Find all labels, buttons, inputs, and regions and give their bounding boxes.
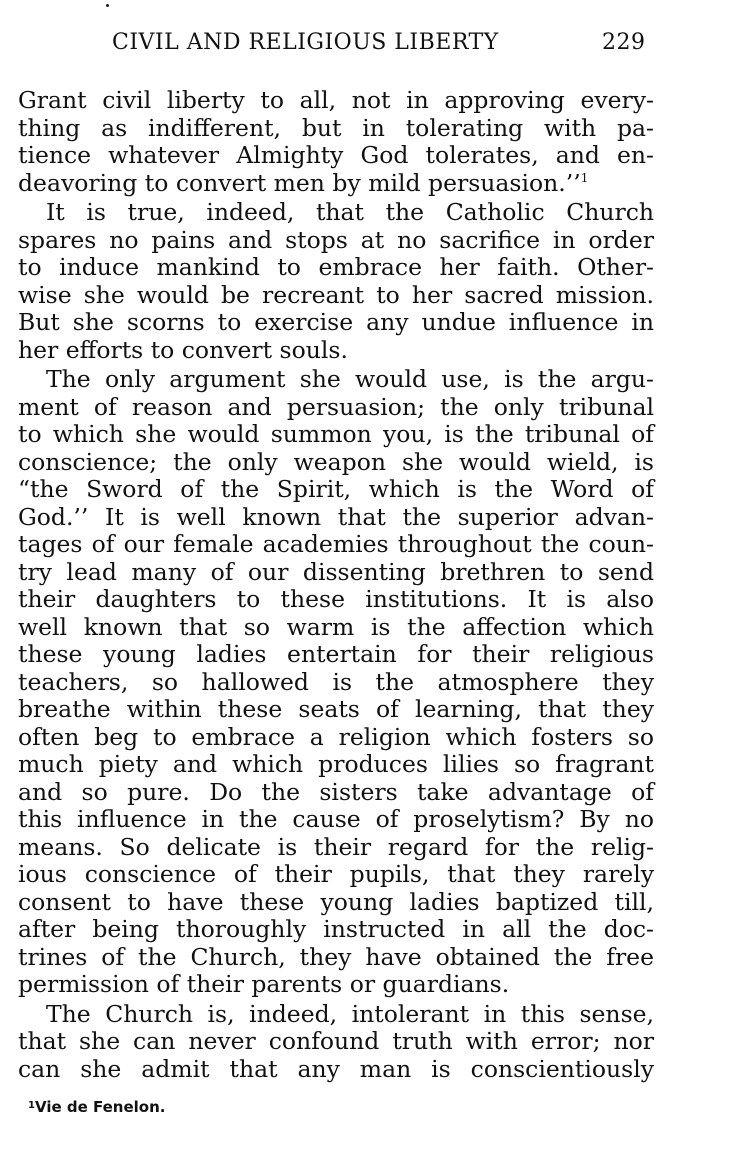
text-line: and so pure. Do the sisters take advantage of: [18, 777, 654, 806]
text-line: often beg to embrace a religion which fosters so: [18, 722, 654, 751]
paragraph-first-line: It is true, indeed, that the Catholic Church: [46, 198, 654, 226]
text-line: thing as indifferent, but in tolerating with pa-: [18, 113, 654, 142]
text-line: after being thoroughly instructed in all the doc-: [18, 915, 654, 943]
footnote-text: Vie de Fenelon.: [34, 1098, 166, 1116]
text-line: trines of the Church, they have obtained the free: [18, 942, 654, 971]
text-line: consent to have these young ladies baptized till,: [18, 887, 654, 916]
page-header: [0, 30, 732, 58]
paragraph-first-line: The Church is, indeed, intolerant in this sense,: [46, 999, 654, 1028]
text-line: conscience; the only weapon she would wield, is: [18, 447, 654, 476]
paragraph-first-line: The only argument she would use, is the argu-: [46, 365, 654, 393]
text-line: that she can never confound truth with error; nor: [18, 1027, 654, 1055]
running-title: CIVIL AND RELIGIOUS LIBERTY: [112, 30, 499, 55]
text-line: these young ladies entertain for their religious: [18, 640, 654, 668]
text-line: tages of our female academies throughout the coun-: [18, 530, 654, 558]
text-line: ment of reason and persuasion; the only tribunal: [18, 392, 654, 421]
text-line: [18, 170, 654, 198]
text-line: “the Sword of the Spirit, which is the Word of: [18, 475, 654, 503]
text-line: teachers, so hallowed is the atmosphere they: [18, 667, 654, 696]
text-line: But she scorns to exercise any undue influence in: [18, 308, 654, 336]
ink-speck: [106, 4, 109, 7]
text-line: wise she would be recreant to her sacred mission.: [18, 280, 654, 309]
text-line: her efforts to convert souls.: [18, 335, 348, 364]
text-line: their daughters to these institutions. It is also: [18, 585, 654, 613]
text-line: ious conscience of their pupils, that they rarely: [18, 860, 654, 888]
text-line: God.’’ It is well known that the superior advan-: [18, 502, 654, 531]
text-line: spares no pains and stops at no sacrifice in order: [18, 225, 654, 254]
footnote: [28, 1098, 165, 1116]
footnote-reference: 1: [580, 170, 589, 185]
text-line: permission of their parents or guardians.: [18, 970, 510, 998]
text-line: means. So delicate is their regard for the relig-: [18, 832, 654, 861]
page-number: 229: [602, 30, 646, 55]
text-line: much piety and which produces lilies so fragrant: [18, 750, 654, 778]
text-line: this influence in the cause of proselytism? By no: [18, 805, 654, 833]
text-line: to induce mankind to embrace her faith. Other-: [18, 253, 654, 281]
footnote-marker: 1: [28, 1100, 35, 1111]
text-line: Grant civil liberty to all, not in approving every-: [18, 86, 654, 114]
body-text: [18, 87, 654, 1083]
text-line: well known that so warm is the affection which: [18, 612, 654, 641]
text-line: try lead many of our dissenting brethren to send: [18, 557, 654, 586]
text-line: breathe within these seats of learning, that they: [18, 695, 654, 723]
text-line-content: deavoring to convert men by mild persuasion.’’: [18, 168, 581, 197]
text-line: can she admit that any man is conscientiously: [18, 1054, 654, 1083]
text-line: tience whatever Almighty God tolerates, and en-: [18, 141, 654, 169]
text-line: to which she would summon you, is the tribunal of: [18, 420, 654, 448]
